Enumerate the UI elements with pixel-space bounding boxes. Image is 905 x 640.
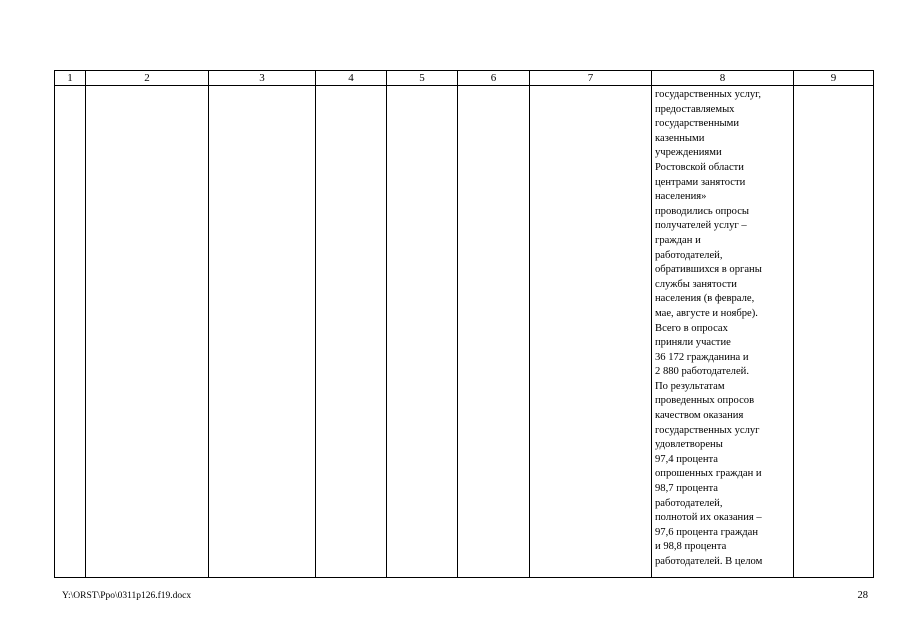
text-line: казенными <box>655 132 705 144</box>
text-line: проведенных опросов <box>655 395 755 407</box>
table-row <box>55 86 874 578</box>
text-line: работодателей. В целом <box>655 556 763 567</box>
table-cell-col7 <box>530 86 652 578</box>
footer-file-path: Y:\ORST\Ppo\0311p126.f19.docx <box>62 591 192 601</box>
table-cell-col6 <box>458 86 530 578</box>
text-line: населения» <box>655 191 707 203</box>
text-line: 97,6 процента граждан <box>655 526 759 538</box>
table-cell-col4 <box>316 86 387 578</box>
column-header-7: 7 <box>530 71 652 86</box>
column-header-5: 5 <box>387 71 458 86</box>
text-line: качеством оказания <box>655 410 744 422</box>
column-header-9: 9 <box>794 71 874 86</box>
text-line: обратившихся в органы <box>655 264 762 276</box>
column-header-6: 6 <box>458 71 530 86</box>
text-line: работодателей, <box>655 497 723 509</box>
table-cell-col5 <box>387 86 458 578</box>
column-header-1: 1 <box>55 71 86 86</box>
text-line: предоставляемых <box>655 103 735 115</box>
text-line: получателей услуг – <box>655 220 747 232</box>
column-header-3: 3 <box>209 71 316 86</box>
text-line: центрами занятости <box>655 176 746 188</box>
column-header-4: 4 <box>316 71 387 86</box>
text-line: По результатам <box>655 380 725 392</box>
col8-text-block <box>652 86 793 577</box>
text-line: государственных услуг, <box>655 89 761 100</box>
table-cell-col9 <box>794 86 874 578</box>
text-line: удовлетворены <box>655 439 723 451</box>
text-line: 2 880 работодателей. <box>655 366 749 378</box>
text-line: Ростовской области <box>655 161 744 173</box>
text-line: 98,7 процента <box>655 483 718 495</box>
column-header-8: 8 <box>652 71 794 86</box>
text-line: населения (в феврале, <box>655 293 755 305</box>
table-cell-col2 <box>86 86 209 578</box>
table-header-row <box>55 71 874 86</box>
table-cell-col1 <box>55 86 86 578</box>
text-line: и 98,8 процента <box>655 541 727 553</box>
table-cell-col8 <box>652 86 794 578</box>
document-table <box>54 70 874 578</box>
text-line: граждан и <box>655 234 701 246</box>
text-line: проводились опросы <box>655 205 750 217</box>
table-cell-col3 <box>209 86 316 578</box>
text-line: полнотой их оказания – <box>655 512 762 524</box>
text-line: опрошенных граждан и <box>655 468 762 480</box>
text-line: учреждениями <box>655 147 722 159</box>
text-line: Всего в опросах <box>655 322 728 334</box>
text-line: государственных услуг <box>655 424 760 436</box>
column-header-2: 2 <box>86 71 209 86</box>
text-line: 36 172 гражданина и <box>655 351 749 363</box>
text-line: 97,4 процента <box>655 453 718 465</box>
footer-page-number: 28 <box>857 590 868 601</box>
text-line: приняли участие <box>655 337 731 349</box>
text-line: мае, августе и ноябре). <box>655 307 758 319</box>
text-line: службы занятости <box>655 278 737 290</box>
text-line: государственными <box>655 118 740 130</box>
text-line: работодателей, <box>655 249 723 261</box>
